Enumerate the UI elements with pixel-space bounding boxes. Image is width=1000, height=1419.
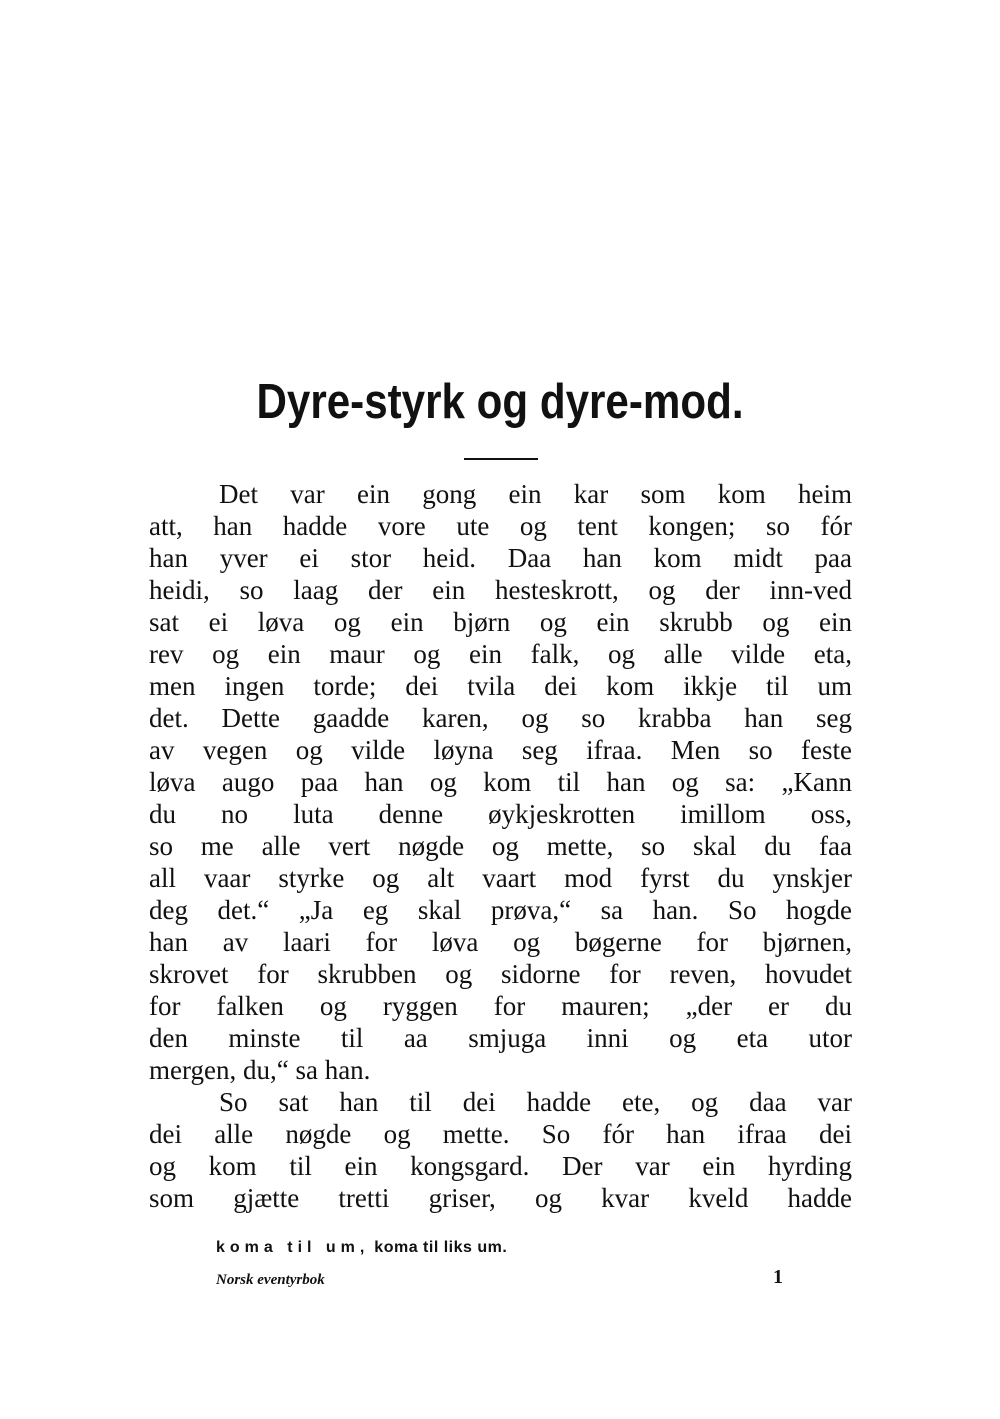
text-line: So sat han til dei hadde ete, og daa var: [219, 1087, 852, 1117]
text-line: han av laari for løva og bøgerne for bjørnen,: [149, 927, 852, 957]
text-line: for falken og ryggen for mauren; „der er du: [149, 991, 852, 1021]
text-line: so me alle vert nøgde og mette, so skal du faa: [149, 831, 852, 861]
text-line: deg det.“ „Ja eg skal prøva,“ sa han. So hogde: [149, 895, 852, 925]
text-line: men ingen torde; dei tvila dei kom ikkje til um: [149, 671, 852, 701]
text-line: som gjætte tretti griser, og kvar kveld hadde: [149, 1183, 852, 1213]
source-label: Norsk eventyrbok: [216, 1272, 325, 1288]
text-line: av vegen og vilde løyna seg ifraa. Men so feste: [149, 735, 852, 765]
text-line: den minste til aa smjuga inni og eta utor: [149, 1023, 852, 1053]
text-line: all vaar styrke og alt vaart mod fyrst du ynskjer: [149, 863, 852, 893]
text-line: og kom til ein kongsgard. Der var ein hyrding: [149, 1151, 852, 1181]
text-line: det. Dette gaadde karen, og so krabba han seg: [149, 703, 852, 733]
text-line: dei alle nøgde og mette. So fór han ifraa dei: [149, 1119, 852, 1149]
title-divider: [464, 458, 538, 460]
text-line: han yver ei stor heid. Daa han kom midt paa: [149, 543, 852, 573]
text-line: att, han hadde vore ute og tent kongen; so fór: [149, 511, 852, 541]
text-line: skrovet for skrubben og sidorne for reven, hovudet: [149, 959, 852, 989]
catchline: [216, 1239, 507, 1257]
text-line: mergen, du,“ sa han.: [149, 1055, 371, 1085]
catchline-rest: koma til liks um.: [369, 1239, 508, 1256]
body-text: [149, 478, 852, 1214]
text-line: Det var ein gong ein kar som kom heim: [219, 479, 852, 509]
text-line: rev og ein maur og ein falk, og alle vilde eta,: [149, 639, 852, 669]
chapter-title: Dyre-styrk og dyre-mod.: [256, 375, 744, 429]
text-line: du no luta denne øykjeskrotten imillom oss,: [149, 799, 852, 829]
text-line: sat ei løva og ein bjørn og ein skrubb og ein: [149, 607, 852, 637]
signature-mark: 1: [773, 1266, 783, 1288]
text-line: løva augo paa han og kom til han og sa: „Kann: [149, 767, 852, 797]
text-line: heidi, so laag der ein hesteskrott, og der inn-ved: [149, 575, 852, 605]
catchline-spaced: koma til um,: [216, 1239, 370, 1256]
